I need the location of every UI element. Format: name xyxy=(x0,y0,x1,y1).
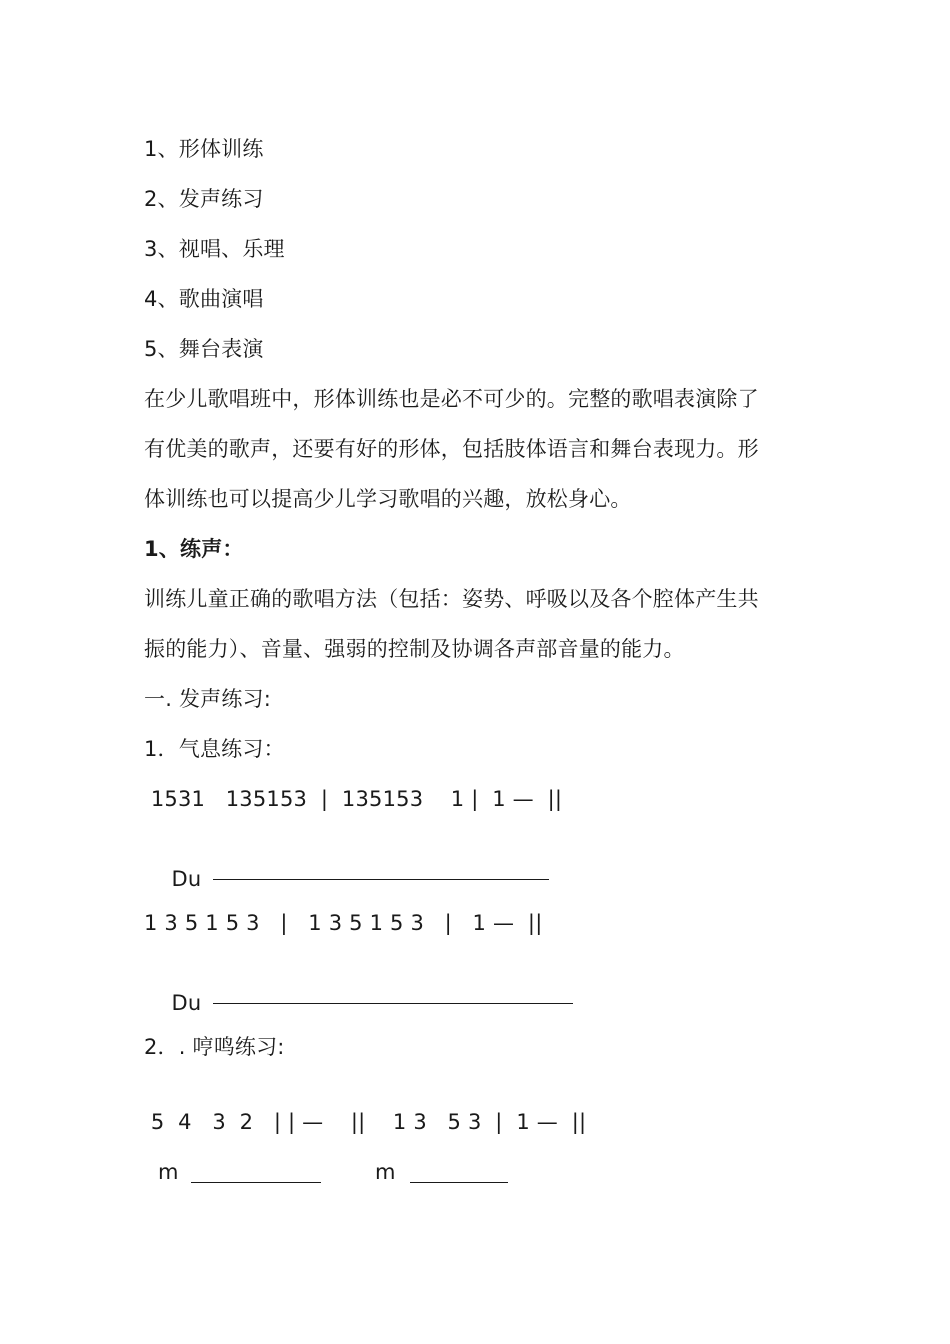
notation-line: 1 3 5 1 5 3 | 1 3 5 1 5 3 | 1 — || xyxy=(144,911,543,935)
notation-line: 1531 135153 | 135153 1 | 1 — || xyxy=(144,787,563,811)
list-item: 5、舞台表演 xyxy=(144,337,264,361)
list-item: 4、歌曲演唱 xyxy=(144,287,264,311)
exercise-title: 1．气息练习： xyxy=(144,737,285,761)
notation-line: 5 4 3 2 | | — || 1 3 5 3 | 1 — || xyxy=(144,1110,587,1134)
underline xyxy=(191,1182,321,1183)
list-item: 2、发声练习 xyxy=(144,187,264,211)
exercise-title: 2．. 哼鸣练习: xyxy=(144,1035,285,1059)
list-item: 1、形体训练 xyxy=(144,137,264,161)
extension-line xyxy=(213,879,549,880)
section-heading: 1、练声： xyxy=(144,537,244,561)
list-item: 3、视唱、乐理 xyxy=(144,237,285,261)
paragraph-line: 体训练也可以提高少儿学习歌唱的兴趣，放松身心。 xyxy=(144,487,632,511)
section-title: 一. 发声练习: xyxy=(144,687,272,711)
syllable: m xyxy=(375,1160,396,1184)
paragraph-line: 训练儿童正确的歌唱方法（包括：姿势、呼吸以及各个腔体产生共 xyxy=(144,587,759,611)
syllable: Du xyxy=(171,991,202,1015)
paragraph-line: 有优美的歌声，还要有好的形体，包括肢体语言和舞台表现力。形 xyxy=(144,437,759,461)
paragraph-line: 振的能力）、音量、强弱的控制及协调各声部音量的能力。 xyxy=(144,637,685,661)
extension-line xyxy=(213,1003,573,1004)
paragraph-line: 在少儿歌唱班中，形体训练也是必不可少的。完整的歌唱表演除了 xyxy=(144,387,759,411)
underline xyxy=(410,1182,508,1183)
syllable: m xyxy=(158,1160,179,1184)
syllable: Du xyxy=(171,867,202,891)
